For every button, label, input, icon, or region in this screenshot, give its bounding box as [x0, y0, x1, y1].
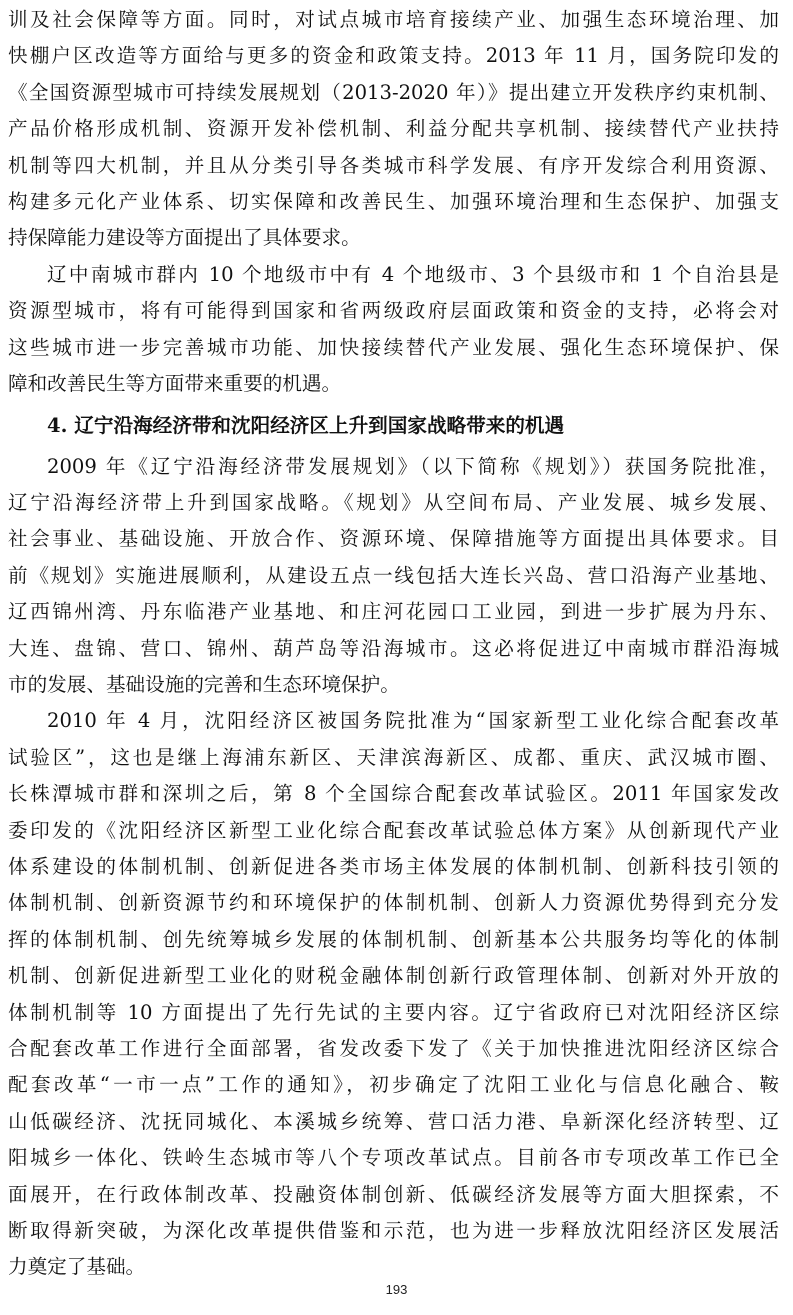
text-line: 2009 年《辽宁沿海经济带发展规划》（以下简称《规划》）获国务院批准， [47, 454, 779, 478]
page-number: 193 [385, 1282, 408, 1297]
text-line: 快棚户区改造等方面给与更多的资金和政策支持。2013 年 11 月，国务院印发的 [8, 44, 779, 68]
text-line: 2010 年 4 月，沈阳经济区被国务院批准为“国家新型工业化综合配套改革 [47, 709, 779, 733]
text-line: 山低碳经济、沈抚同城化、本溪城乡统筹、营口活力港、阜新深化经济转型、辽 [8, 1109, 779, 1133]
text-line: 长株潭城市群和深圳之后，第 8 个全国综合配套改革试验区。2011 年国家发改 [8, 782, 779, 806]
section-heading: 4. 辽宁沿海经济带和沈阳经济区上升到国家战略带来的机遇 [47, 414, 565, 438]
text-line: 资源型城市，将有可能得到国家和省两级政府层面政策和资金的支持，必将会对 [8, 299, 779, 323]
text-line: 委印发的《沈阳经济区新型工业化综合配套改革试验总体方案》从创新现代产业 [8, 818, 779, 842]
text-line: 配套改革“一市一点”工作的通知》，初步确定了沈阳工业化与信息化融合、鞍 [8, 1073, 779, 1097]
paragraph-2 [8, 257, 779, 403]
text-line: 前《规划》实施进展顺利，从建设五点一线包括大连长兴岛、营口沿海产业基地、 [8, 563, 779, 587]
paragraph-1 [8, 2, 779, 257]
page-body [8, 2, 779, 1286]
text-line: 挥的体制机制、创先统筹城乡发展的体制机制、创新基本公共服务均等化的体制 [8, 927, 779, 951]
text-line: 社会事业、基础设施、开放合作、资源环境、保障措施等方面提出具体要求。目 [8, 527, 779, 551]
text-line: 训及社会保障等方面。同时，对试点城市培育接续产业、加强生态环境治理、加 [8, 8, 779, 31]
text-line: 体制机制、创新资源节约和环境保护的体制机制、创新人力资源优势得到充分发 [8, 891, 779, 915]
text-line: 体制机制等 10 方面提出了先行先试的主要内容。辽宁省政府已对沈阳经济区综 [8, 1000, 779, 1024]
text-line: 机制、创新促进新型工业化的财税金融体制创新行政管理体制、创新对外开放的 [8, 964, 779, 988]
text-line: 市的发展、基础设施的完善和生态环境保护。 [8, 673, 400, 697]
text-line: 力奠定了基础。 [8, 1255, 146, 1279]
text-line: 持保障能力建设等方面提出了具体要求。 [8, 226, 361, 250]
text-line: 辽中南城市群内 10 个地级市中有 4 个地级市、3 个县级市和 1 个自治县是 [47, 262, 779, 286]
text-line: 产品价格形成机制、资源开发补偿机制、利益分配共享机制、接续替代产业扶持 [8, 117, 779, 141]
text-line: 辽西锦州湾、丹东临港产业基地、和庄河花园口工业园，到进一步扩展为丹东、 [8, 600, 779, 624]
text-line: 这些城市进一步完善城市功能、加快接续替代产业发展、强化生态环境保护、保 [8, 335, 779, 359]
text-line: 大连、盘锦、营口、锦州、葫芦岛等沿海城市。这必将促进辽中南城市群沿海城 [8, 636, 779, 660]
text-line: 《全国资源型城市可持续发展规划（2013-2020 年）》提出建立开发秩序约束机制、 [8, 80, 779, 104]
text-line: 阳城乡一体化、铁岭生态城市等八个专项改革试点。目前各市专项改革工作已全 [8, 1146, 779, 1170]
text-line: 面展开，在行政体制改革、投融资体制创新、低碳经济发展等方面大胆探索，不 [8, 1182, 779, 1206]
text-line: 断取得新突破，为深化改革提供借鉴和示范，也为进一步释放沈阳经济区发展活 [8, 1218, 779, 1242]
paragraph-3 [8, 449, 779, 704]
text-line: 构建多元化产业体系、切实保障和改善民生、加强环境治理和生态保护、加强支 [8, 189, 779, 213]
text-line: 体系建设的体制机制、创新促进各类市场主体发展的体制机制、创新科技引领的 [8, 854, 779, 878]
text-line: 辽宁沿海经济带上升到国家战略。《规划》从空间布局、产业发展、城乡发展、 [8, 491, 779, 515]
text-line: 机制等四大机制，并且从分类引导各类城市科学发展、有序开发综合利用资源、 [8, 153, 779, 177]
paragraph-4 [8, 703, 779, 1285]
text-line: 障和改善民生等方面带来重要的机遇。 [8, 371, 342, 395]
text-line: 试验区”，这也是继上海浦东新区、天津滨海新区、成都、重庆、武汉城市圈、 [8, 745, 779, 769]
text-line: 合配套改革工作进行全面部署，省发改委下发了《关于加快推进沈阳经济区综合 [8, 1036, 779, 1060]
